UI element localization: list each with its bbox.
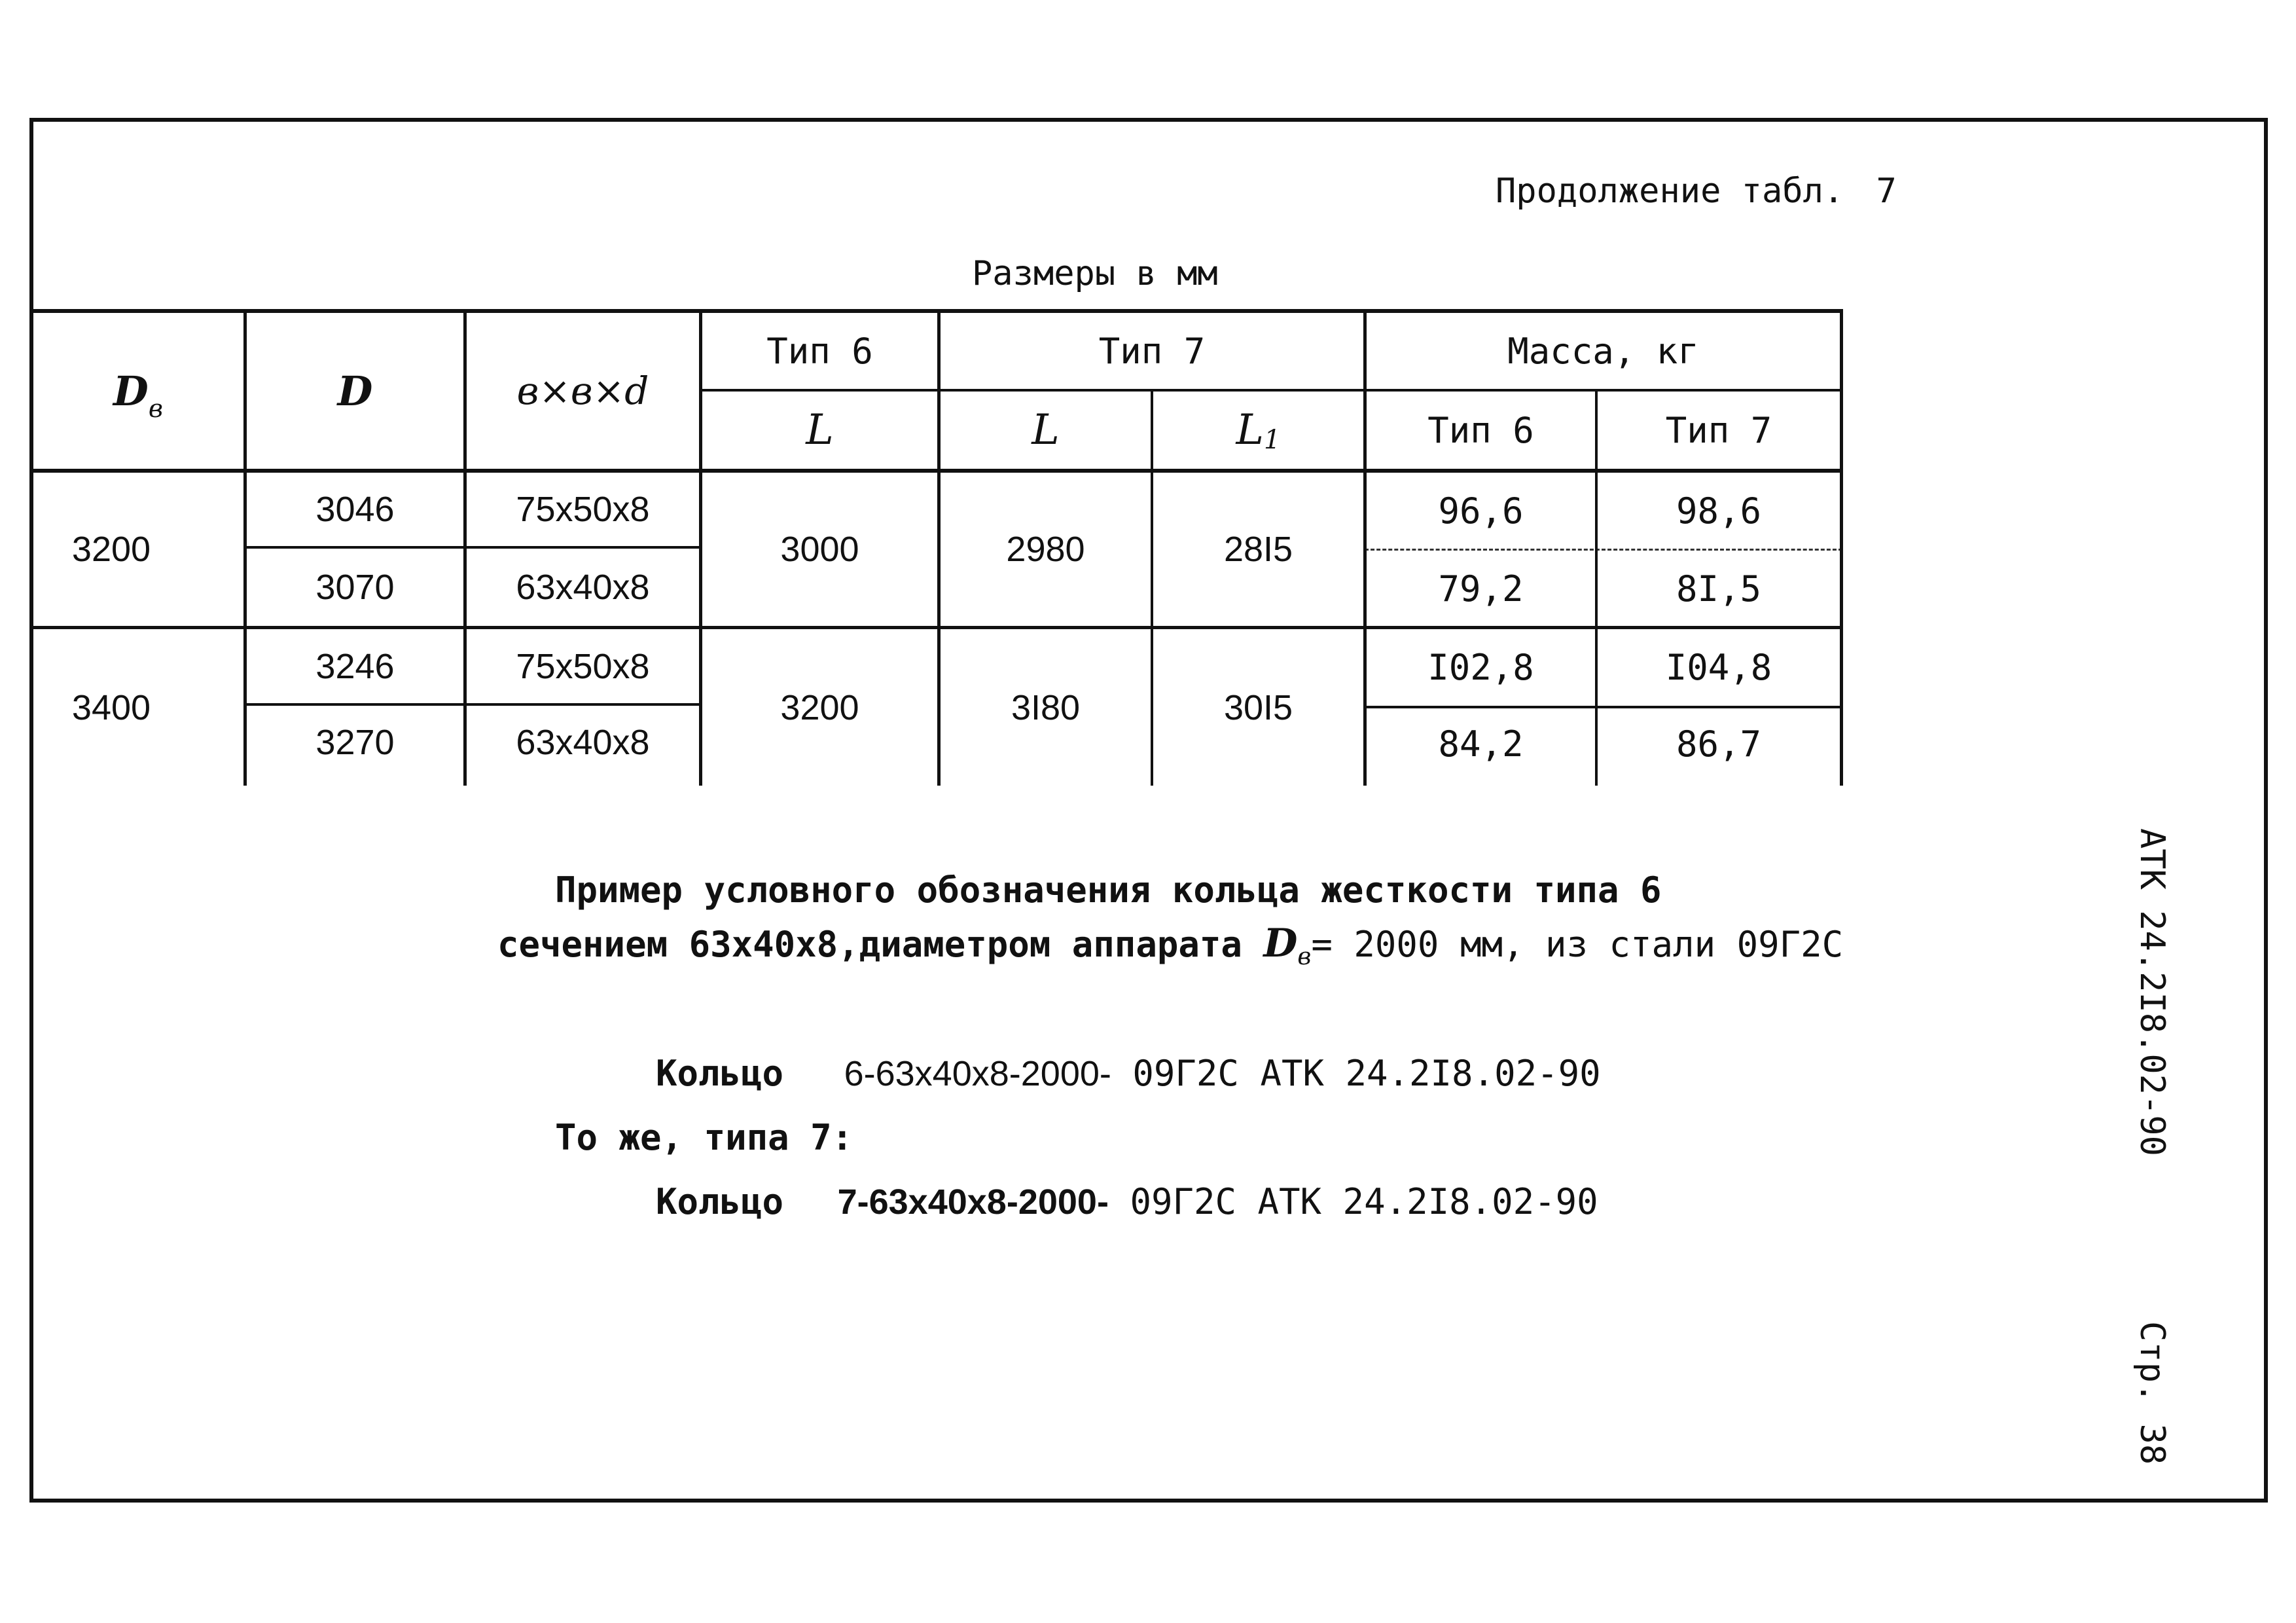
example-line-2 [497,921,1843,970]
cell-L1: 30I5 [1223,687,1293,727]
col-header-L1: L 1 [1236,406,1281,455]
cell-dv: 3200 [71,530,151,569]
ring-code: 6-63x40x8-2000- [844,1054,1111,1093]
cell-d: 3246 [315,646,395,686]
col-header-mass-tip6: Тип 6 [1427,409,1534,451]
cell-mass6: 84,2 [1438,723,1524,765]
col-header-section: в×в×d [516,369,649,413]
dv-subscript: в [1297,943,1312,970]
cell-mass7: 98,6 [1676,490,1762,532]
cell-d: 3270 [315,723,395,762]
col-header-dv: D $_в$ [113,367,163,423]
cell-section: 75x50x8 [516,646,650,686]
units-caption: Размеры в мм [972,254,1218,293]
ring-code: 7-63x40x8-2000- [837,1182,1109,1222]
cell-mass7: 86,7 [1676,723,1762,765]
cell-mass7: 8I,5 [1676,568,1762,610]
cell-mass6: 79,2 [1438,568,1524,610]
col-header-mass-tip7: Тип 7 [1665,409,1772,451]
ring-word: Кольцо [656,1053,784,1094]
cell-L6: 3000 [780,530,859,569]
cell-section: 75x50x8 [516,490,650,529]
example-line-2-b: = 2000 мм, из стали 09Г2С [1311,924,1844,965]
continuation-caption [1496,172,1897,211]
cell-L6: 3200 [780,687,859,727]
designation-2 [656,1181,1598,1222]
col-header-mass: Масса, кг [1507,330,1699,372]
ring-tail: 09Г2С АТК 24.2I8.02-90 [1130,1181,1598,1222]
same-type-line: То же, типа 7: [555,1117,853,1158]
cell-L1: 28I5 [1223,530,1293,569]
cell-d: 3046 [315,490,395,529]
col-header-d: D [337,367,373,415]
cell-L7: 2980 [1006,530,1085,569]
cell-section: 63x40x8 [516,723,650,762]
example-line-2-a: сечением 63x40x8,диаметром аппарата [497,924,1264,965]
cell-mass7: I04,8 [1665,647,1772,688]
col-header-tip6: Тип 6 [766,330,873,372]
example-line-1: Пример условного обозначения кольца жесткости типа 6 [555,869,1662,911]
side-page-number: Стр. 38 [2132,1321,2172,1465]
cell-section: 63x40x8 [516,568,650,607]
cell-d: 3070 [315,568,395,607]
dv-symbol: D [1263,921,1298,966]
side-doc-code: АТК 24.2I8.02-90 [2132,828,2172,1156]
designation-1 [656,1053,1601,1094]
ring-word: Кольцо [656,1181,784,1222]
col-header-L6: L [806,406,834,454]
table-number: 7 [1876,172,1897,211]
col-header-L7: L [1031,406,1060,454]
col-header-tip7: Тип 7 [1098,330,1206,372]
continuation-text: Продолжение табл. [1496,172,1844,211]
cell-L7: 3I80 [1011,687,1081,727]
cell-mass6: I02,8 [1427,647,1534,688]
cell-dv: 3400 [71,687,151,727]
ring-tail: 09Г2С АТК 24.2I8.02-90 [1132,1053,1601,1094]
cell-mass6: 96,6 [1438,490,1524,532]
